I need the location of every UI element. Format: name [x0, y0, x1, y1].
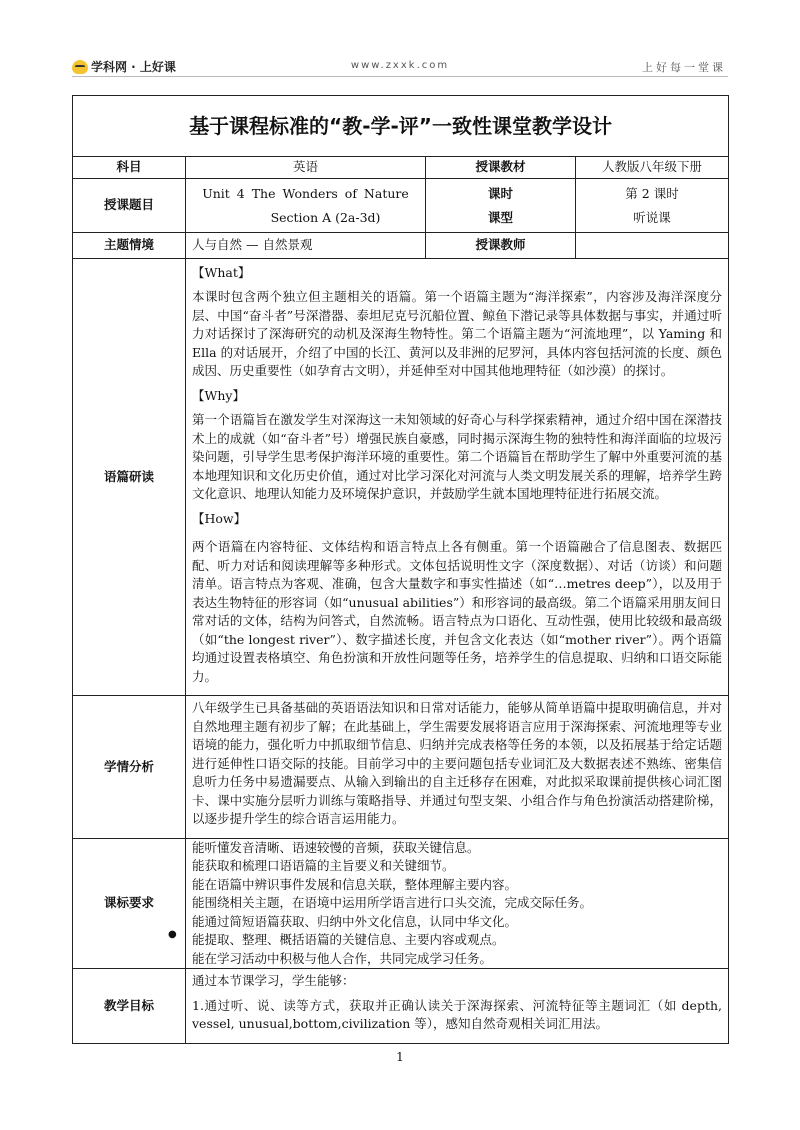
- document-title: 基于课程标准的“教-学-评”一致性课堂教学设计: [73, 96, 729, 157]
- theme-label: 主题情境: [73, 233, 186, 259]
- goals-intro: 通过本节课学习，学生能够：: [192, 973, 355, 988]
- period-value: 第 2 课时: [625, 185, 679, 201]
- logo-text: 学科网 · 上好课: [91, 60, 176, 74]
- type-label: 课型: [487, 209, 513, 225]
- lesson-plan-table: [72, 95, 729, 1044]
- text-study-label: 语篇研读: [73, 258, 186, 696]
- period-type-value: [576, 179, 729, 233]
- topic-label: 授课题目: [73, 179, 186, 233]
- goals-label: 教学目标: [73, 969, 186, 1044]
- topic-line-2: Section A (2a-3d): [270, 209, 381, 225]
- standard-item: 能获取和梳理口语语篇的主旨要义和关键细节。: [192, 858, 455, 873]
- theme-value: 人与自然 — 自然景观: [186, 233, 426, 259]
- standard-item: 能听懂发音清晰、语速较慢的音频，获取关键信息。: [192, 839, 480, 855]
- why-paragraph: 第一个语篇旨在激发学生对深海这一未知领域的好奇心与科学探索精神，通过介绍中国在深潜技术上的成就（如“奋斗者”号）增强民族自豪感，同时揭示深海生物的独特性和海洋面临的垃圾污染问题，引导学生思考保护海洋环境的重要性。第二个语篇旨在帮助学生了解中外重要河流的基本地理知识和文化历史价值，通过对比学习深化对河流与人类文明发展关系的理解，培养学生跨文化意识、地理认知能力及环境保护意识，并鼓励学生就本国地理特征进行拓展交流。: [192, 412, 723, 501]
- learner-analysis-label: 学情分析: [73, 696, 186, 839]
- page-header: [0, 0, 800, 80]
- site-url[interactable]: www.zxxk.com: [350, 60, 450, 71]
- how-paragraph: 两个语篇在内容特征、文体结构和语言特点上各有侧重。第一个语篇融合了信息图表、数据匹配、听力对话和阅读理解等多种形式。文体包括说明性文字（深度数据）、对话（访谈）和问题清单。语言特点为客观、准确，包含大量数字和事实性描述（如“…metres deep”），以及用于表达生物特征的形容词（如“unusual abilities”）和形容词的最高级。第二个语篇采用朋友间日常对话的文体，结构为问答式，自然流畅。语言特点为口语化、互动性强，使用比较级和最高级（如“the longest river”）、数字描述长度，并包含文化表达（如“mother river”）。两个语篇均通过设置表格填空、角色扮演和开放性问题等任务，培养学生的信息提取、归纳和口语交际能力。: [192, 539, 723, 684]
- page-number: 1: [396, 1050, 404, 1064]
- goal-item-1: 1.通过听、说、读等方式，获取并正确认读关于深海探索、河流特征等主题词汇（如 depth, vessel, unusual,bottom,civilization 等），感知自然奇观相关词汇用法。: [192, 997, 723, 1031]
- goals-content: [186, 969, 729, 1044]
- topic-value: [186, 179, 426, 233]
- why-heading: 【Why】: [192, 387, 245, 403]
- what-paragraph: 本课时包含两个独立但主题相关的语篇。第一个语篇主题为“海洋探索”，内容涉及海洋深度分层、中国“奋斗者”号深潜器、泰坦尼克号沉船位置、鲸鱼下潜记录等具体数据与事实，并通过听力对话探讨了深海研究的动机及深海生物特性。第二个语篇主题为“河流地理”，以 Yaming 和 Ella 的对话展开，介绍了中国的长江、黄河以及非洲的尼罗河，具体内容包括河流的长度、颜色成因、历史重要性（如孕育古文明），并延伸至对中国其他地理特征（如沙漠）的探讨。: [192, 289, 723, 378]
- standard-item: 能在语篇中辨识事件发展和信息关联，整体理解主要内容。: [192, 876, 518, 892]
- text-study-content: [186, 258, 729, 696]
- standard-item: 能提取、整理、概括语篇的关键信息、主要内容或观点。: [192, 932, 505, 947]
- type-value: 听说课: [633, 209, 671, 225]
- standard-item: 能通过简短语篇获取、归纳中外文化信息，认同中华文化。: [192, 913, 518, 929]
- period-type-label: [426, 179, 576, 233]
- textbook-value: 人教版八年级下册: [576, 157, 729, 179]
- what-heading: 【What】: [192, 264, 251, 280]
- standards-label: 课标要求: [73, 838, 186, 969]
- textbook-label: 授课教材: [426, 157, 576, 179]
- subject-value: 英语: [186, 157, 426, 179]
- period-label: 课时: [487, 185, 513, 201]
- standards-list: [186, 838, 729, 969]
- subject-label: 科目: [73, 157, 186, 179]
- how-heading: 【How】: [192, 510, 247, 526]
- teacher-label: 授课教师: [426, 233, 576, 259]
- learner-paragraph: 八年级学生已具备基础的英语语法知识和日常对话能力，能够从简单语篇中提取明确信息，并对自然地理主题有初步了解；在此基础上，学生需要发展将语言应用于深海探索、河流地理等专业语境的能力，强化听力中抓取细节信息、归纳并完成表格等任务的本领，以及拓展基于给定话题进行延伸性口语交际的技能。目前学习中的主要问题包括专业词汇及大数据表述不熟练、密集信息听力任务中易遗漏要点、从输入到输出的自主迁移存在困难，对此拟采取课前提供核心词汇图卡、课中实施分层听力训练与策略指导、并通过句型支架、小组合作与角色扮演活动搭建阶梯，以逐步提升学生的综合语言运用能力。: [192, 700, 723, 826]
- bullet-dot-icon: ●: [168, 929, 177, 940]
- standard-item: 能在学习活动中积极与他人合作，共同完成学习任务。: [192, 950, 493, 966]
- slogan: 上好每一堂课: [642, 61, 726, 74]
- learner-analysis-text: [186, 696, 729, 839]
- header-divider: [72, 76, 728, 77]
- topic-line-1: Unit 4 The Wonders of Nature: [202, 185, 409, 201]
- teacher-value: [576, 233, 729, 259]
- standard-item: 能围绕相关主题，在语境中运用所学语言进行口头交流，完成交际任务。: [192, 895, 593, 910]
